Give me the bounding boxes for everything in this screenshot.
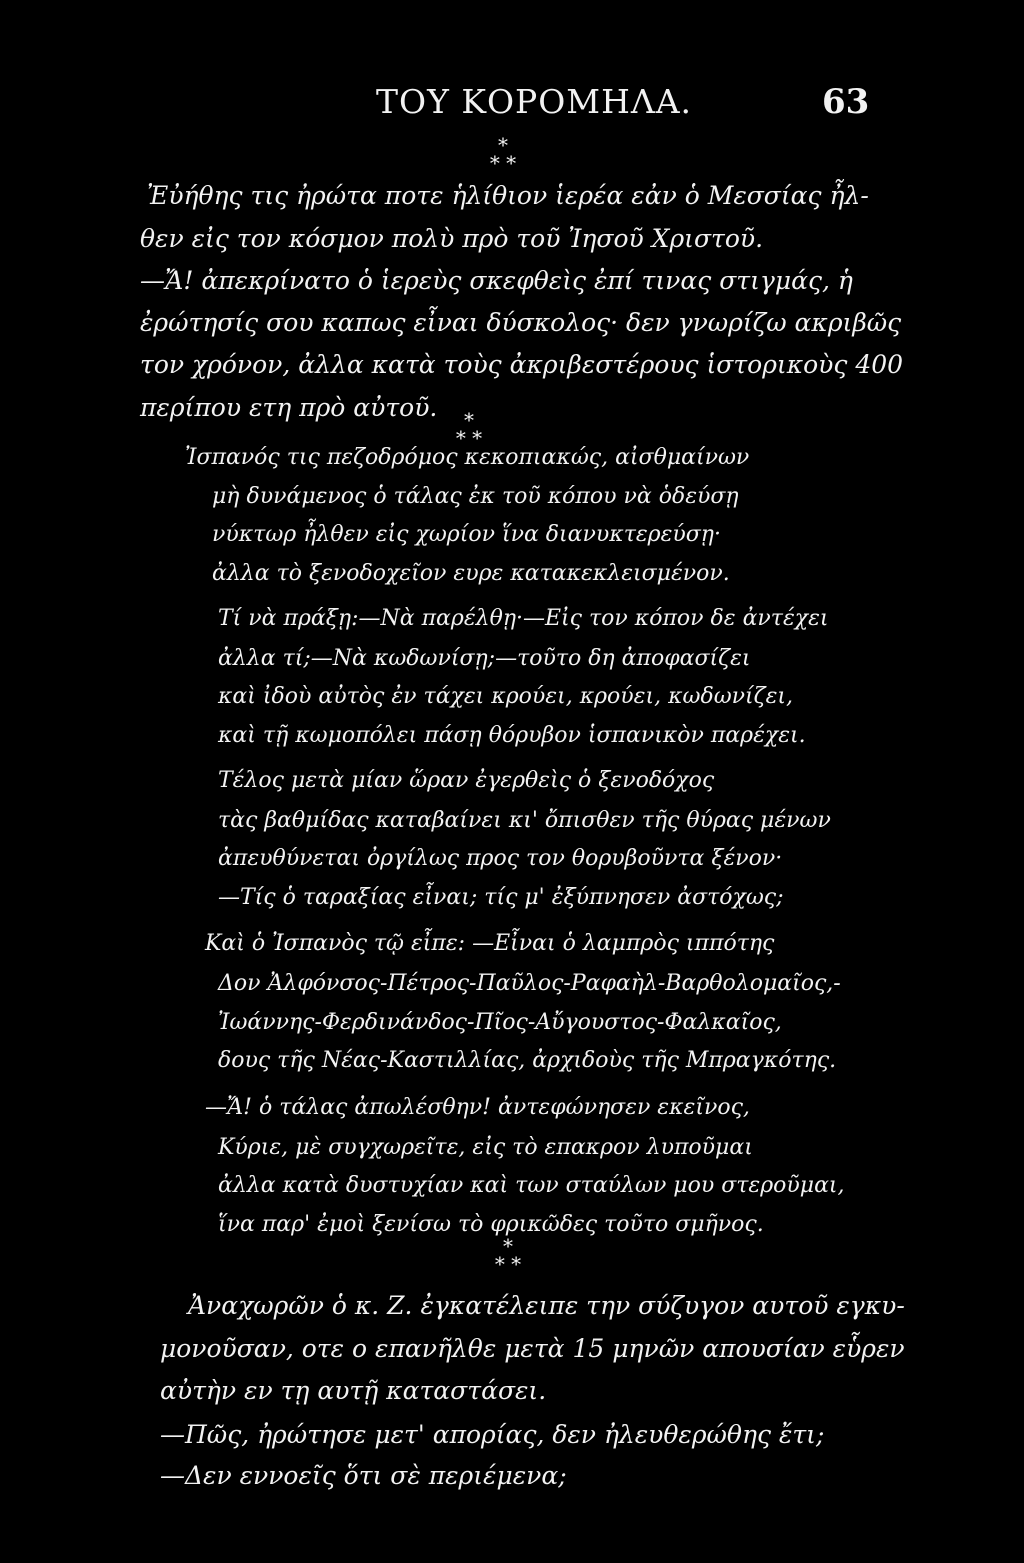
verse-line: καὶ τῇ κωμοπόλει πάσῃ θόρυβον ἱσπανικὸν παρέχει.	[218, 723, 806, 748]
text-line: Ἐὐήθης τις ἠρώτα ποτε ἡλίθιον ἱερέα εἀν ὁ Μεσσίας ἦλ-	[147, 181, 869, 210]
asterism-star-bottom: * *	[494, 1252, 522, 1276]
text-line: —Ἄ! ἀπεκρίνατο ὁ ἱερεὺς σκεφθεὶς ἐπί τινας στιγμάς, ἡ	[140, 266, 853, 295]
text-line: τον χρόνον, ἀλλα κατὰ τοὺς ἀκριβεστέρους ἱστορικοὺς 400	[140, 350, 904, 379]
verse-line: μὴ δυνάμενος ὁ τάλας ἐκ τοῦ κόπου νὰ ὁδεύσῃ	[212, 484, 739, 509]
running-title: ΤΟΥ ΚΟΡΟΜΗΛΑ.	[376, 82, 693, 121]
verse-line: Τέλος μετὰ μίαν ὥραν ἐγερθεὶς ὁ ξενοδόχος	[218, 768, 715, 793]
verse-line: καὶ ἰδοὺ αὐτὸς ἐν τάχει κρούει, κρούει, κωδωνίζει,	[218, 684, 793, 709]
verse-line: Καὶ ὁ Ἰσπανὸς τῷ εἶπε: —Εἶναι ὁ λαμπρὸς ιππότης	[205, 931, 775, 956]
text-line: μονοῦσαν, οτε ο επανῆλθε μετὰ 15 μηνῶν απουσίαν εὗρεν	[160, 1334, 905, 1363]
verse-line: Ἰωάννης-Φερδινάνδος-Πῖος-Αὔγουστος-Φαλκαῖος,	[218, 1010, 782, 1035]
verse-line: Ἰσπανός τις πεζοδρόμος κεκοπιακώς, αἰσθμαίνων	[185, 445, 750, 470]
verse-line: δους τῆς Νέας-Καστιλλίας, ἀρχιδοὺς τῆς Μπραγκότης.	[218, 1048, 837, 1073]
verse-line: ἀλλα τί;—Νὰ κωδωνίσῃ;—τοῦτο δη ἀποφασίζει	[218, 646, 751, 671]
running-header	[0, 82, 1024, 132]
verse-line: τὰς βαθμίδας καταβαίνει κι' ὄπισθεν τῆς θύρας μένων	[218, 808, 831, 833]
text-line: ἐρώτησίς σου καπως εἶναι δύσκολος· δεν γνωρίζω ακριβῶς	[140, 308, 902, 337]
asterism-star-top: *	[498, 133, 508, 157]
asterism-star-top: *	[464, 408, 474, 432]
verse-line: ἀλλα κατὰ δυστυχίαν καὶ των σταύλων μου στεροῦμαι,	[218, 1173, 845, 1198]
asterism-star-bottom: * *	[455, 426, 483, 450]
verse-line: Δον Ἀλφόνσος-Πέτρος-Παῦλος-Ραφαὴλ-Βαρθολομαῖος,-	[218, 971, 841, 996]
verse-line: Κύριε, μὲ συγχωρεῖτε, εἰς τὸ επακρον λυποῦμαι	[218, 1135, 753, 1160]
verse-line: ἀλλα τὸ ξενοδοχεῖον ευρε κατακεκλεισμένον.	[212, 561, 730, 586]
asterism-star-bottom: * *	[489, 151, 517, 175]
text-line: Ἀναχωρῶν ὁ κ. Ζ. ἐγκατέλειπε την σύζυγον αυτοῦ εγκυ-	[188, 1291, 905, 1320]
verse-line: νύκτωρ ἦλθεν εἰς χωρίον ἵνα διανυκτερεύσῃ·	[212, 522, 721, 547]
text-line: —Πῶς, ἠρώτησε μετ' απορίας, δεν ἠλευθερώθης ἔτι;	[160, 1420, 825, 1449]
verse-line: Τί νὰ πράξῃ:—Νὰ παρέλθῃ·—Εἰς τον κόπον δε ἀντέχει	[218, 606, 829, 631]
verse-line: —Τίς ὁ ταραξίας εἶναι; τίς μ' ἐξύπνησεν ἀστόχως;	[218, 885, 784, 910]
verse-line: ἵνα παρ' ἐμοὶ ξενίσω τὸ φρικῶδες τοῦτο σμῆνος.	[218, 1212, 764, 1237]
page-number: 63	[822, 82, 870, 122]
text-line: περίπου ετη πρὸ αὐτοῦ.	[140, 393, 438, 422]
asterism-star-top: *	[503, 1234, 513, 1258]
text-line: θεν εἰς τον κόσμον πολὺ πρὸ τοῦ Ἰησοῦ Χριστοῦ.	[140, 224, 764, 253]
verse-line: —Ἄ! ὁ τάλας ἀπωλέσθην! ἀντεφώνησεν εκεῖνος,	[205, 1095, 750, 1120]
text-line: αὐτὴν εν τῃ αυτῇ καταστάσει.	[160, 1376, 547, 1405]
text-line: —Δεν εννοεῖς ὅτι σὲ περιέμενα;	[160, 1461, 567, 1490]
verse-line: ἀπευθύνεται ὀργίλως προς τον θορυβοῦντα ξένον·	[218, 846, 783, 871]
